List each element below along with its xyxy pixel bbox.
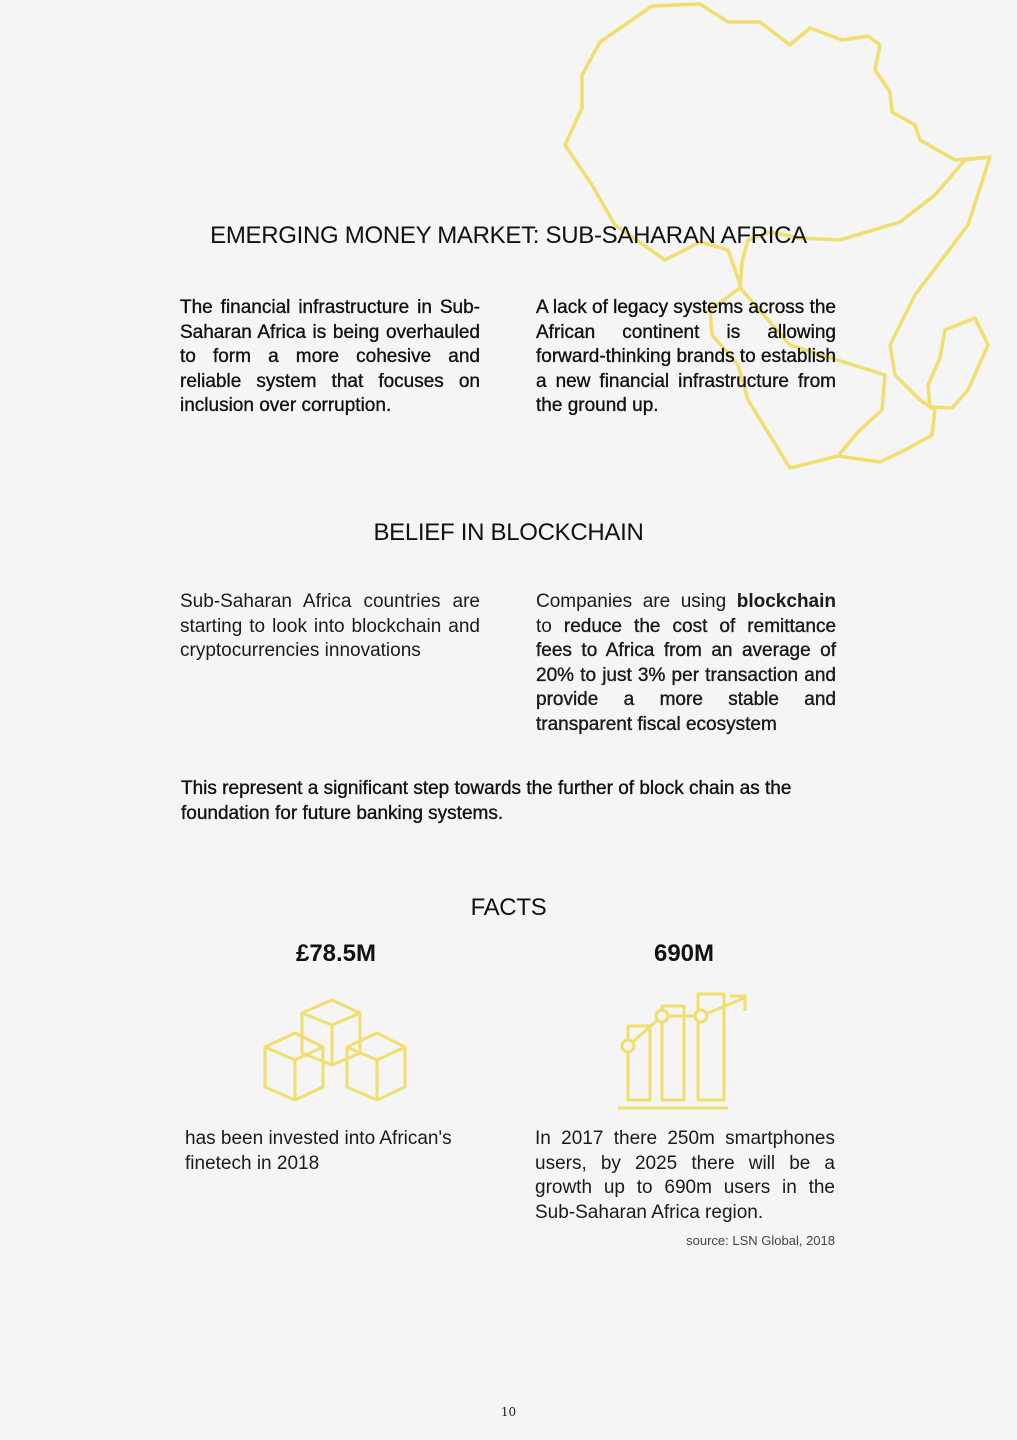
paragraph-countries: Sub-Saharan Africa countries are starting to look into blockchain and cryptocurrencies innovations (180, 591, 480, 662)
section-title-blockchain: BELIEF IN BLOCKCHAIN (373, 519, 644, 546)
fact-text-investment: has been invested into African's finetech in 2018 (185, 1128, 452, 1174)
keyword-blockchain: blockchain (736, 591, 836, 612)
paragraph-companies (536, 590, 836, 738)
fact-text-users: In 2017 there 250m smartphones users, by 2025 there will be a growth up to 690m users in the Sub-Saharan Africa region. (535, 1128, 835, 1223)
paragraph-companies-prefix: Companies are using (536, 591, 737, 612)
paragraph-companies-to: to (536, 615, 564, 637)
section-title-emerging-market: EMERGING MONEY MARKET: SUB-SAHARAN AFRICA (210, 222, 807, 249)
paragraph-companies-rest: reduce the cost of remittance fees to Africa from an average of 20% to just 3% per transaction and provide a more stable and transparent fiscal ecosystem (536, 615, 837, 735)
summary-statement: This represent a significant step towards the further of block chain as the foundation for future banking systems. (181, 778, 792, 824)
source-citation: source: LSN Global, 2018 (686, 1233, 835, 1248)
fact-value-users: 690M (653, 940, 715, 967)
section-title-facts: FACTS (470, 894, 547, 921)
paragraph-legacy-systems: A lack of legacy systems across the African continent is allowing forward-thinking brands to establish a new financial infrastructure from the ground up. (536, 297, 836, 417)
fact-value-investment: £78.5M (295, 940, 377, 967)
paragraph-infrastructure: The financial infrastructure in Sub-Saharan Africa is being overhauled to form a more cohesive and reliable system that focuses on inclusion over corruption. (180, 297, 480, 417)
blocks-cubes-icon (260, 995, 410, 1105)
page-number: 10 (500, 1405, 517, 1419)
growth-bar-chart-icon (614, 988, 754, 1113)
